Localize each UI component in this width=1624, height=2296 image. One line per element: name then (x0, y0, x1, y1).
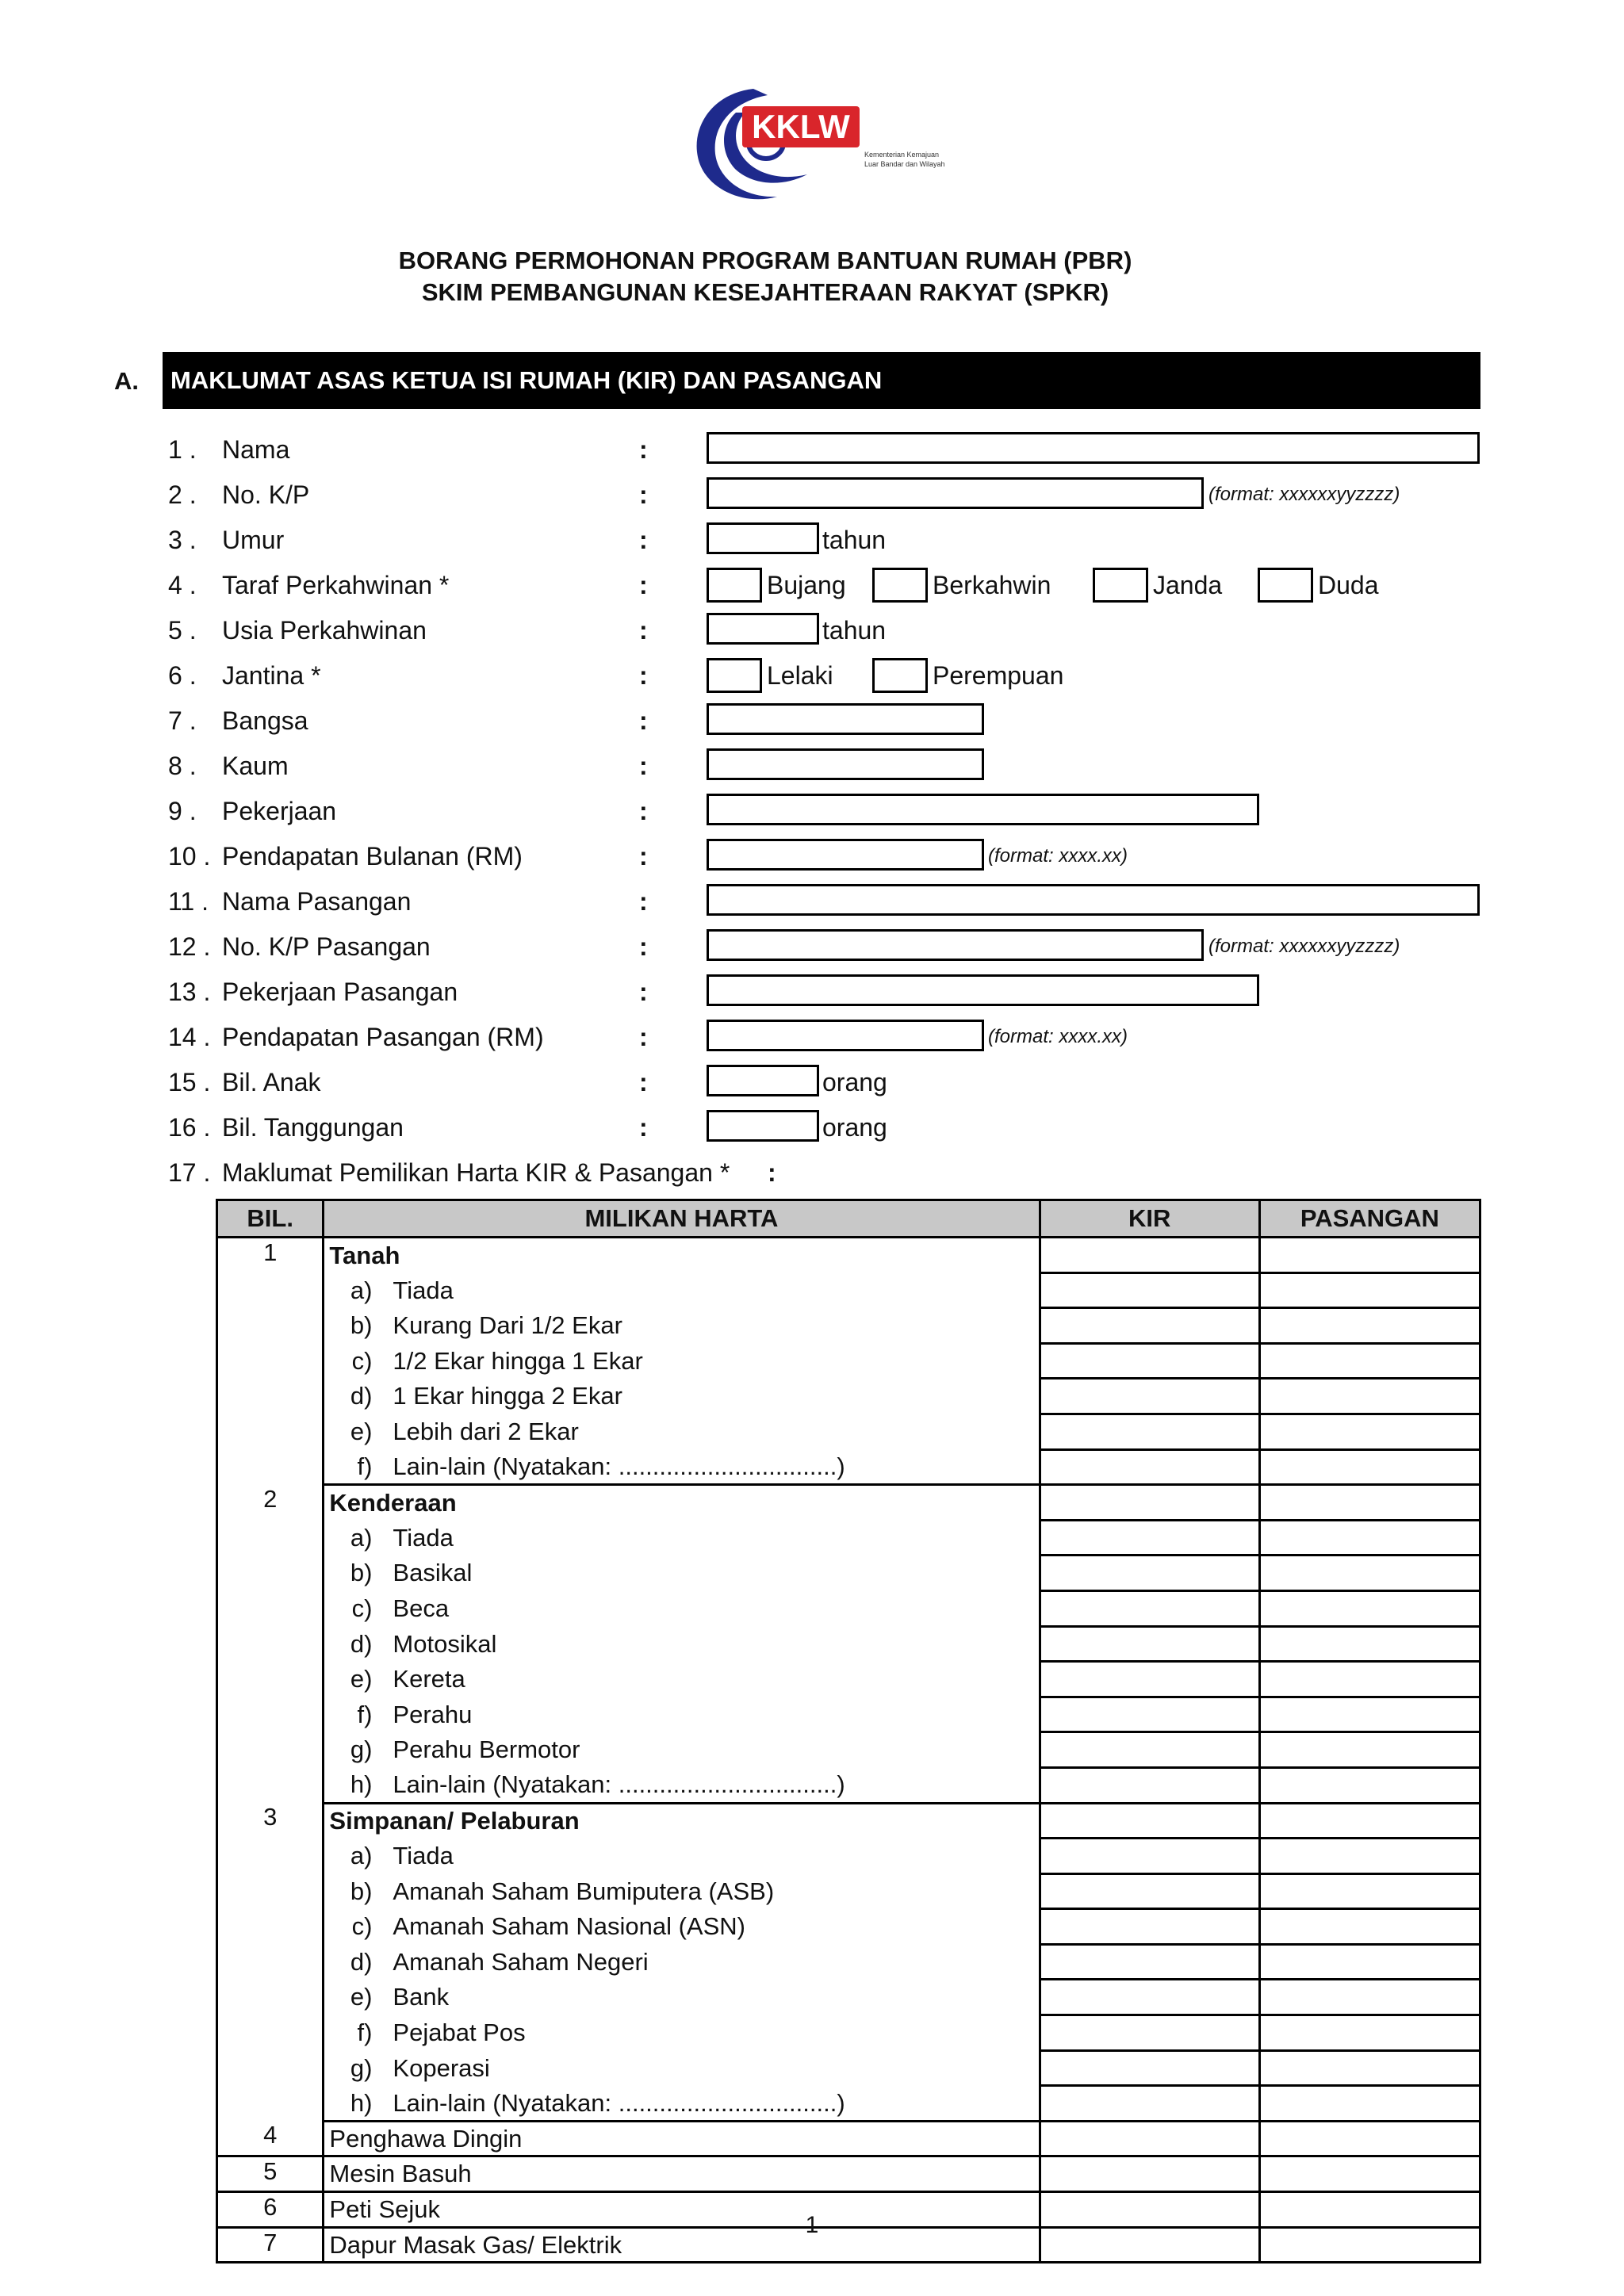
question-pekerjaan-pasangan (0, 973, 1624, 1011)
kir-cell[interactable] (1040, 1662, 1259, 1697)
question-bil-anak (0, 1063, 1624, 1101)
option-label-berkahwin: Berkahwin (933, 571, 1051, 599)
item-description (324, 2015, 1040, 2051)
question-umur (0, 521, 1624, 559)
kir-cell[interactable] (1040, 1520, 1259, 1556)
colon: : (639, 887, 648, 916)
kir-cell[interactable] (1040, 1767, 1259, 1803)
question-pemilikan-harta (0, 1154, 1624, 1192)
item-marker: g) (350, 1735, 373, 1764)
item-description (324, 1662, 1040, 1697)
item-description (324, 1732, 1040, 1768)
colon: : (639, 526, 648, 554)
item-description (324, 1944, 1040, 1980)
question-pendapatan-bulanan (0, 837, 1624, 875)
colon: : (639, 752, 648, 780)
colon: : (639, 616, 648, 645)
question-number: 14 . (168, 1023, 211, 1051)
bil-anak-input[interactable] (707, 1065, 819, 1096)
question-label: Pekerjaan (222, 797, 337, 825)
colon: : (639, 797, 648, 825)
question-number: 17 . (168, 1158, 211, 1187)
item-marker: g) (350, 2053, 373, 2082)
question-label: Bangsa (222, 706, 308, 735)
item-label: Amanah Saham Bumiputera (ASB) (393, 1877, 775, 1905)
pasangan-cell[interactable] (1259, 1308, 1480, 1344)
kir-cell[interactable] (1040, 1873, 1259, 1909)
no-kp-input[interactable] (707, 477, 1204, 509)
logo-text: KKLW (752, 108, 850, 145)
group-title: Kenderaan (324, 1485, 1040, 1521)
item-label: Perahu (393, 1700, 473, 1728)
question-label: No. K/P (222, 480, 310, 509)
pasangan-cell[interactable] (1259, 2156, 1480, 2192)
question-label: Nama Pasangan (222, 887, 412, 916)
table-group-row (217, 1238, 1480, 1273)
format-hint: (format: xxxx.xx) (988, 1026, 1128, 1047)
question-label: Taraf Perkahwinan * (222, 571, 450, 599)
table-row (217, 2015, 1480, 2051)
no-kp-pasangan-input[interactable] (707, 929, 1204, 961)
row-number: 6 (217, 2192, 324, 2228)
question-pendapatan-pasangan (0, 1018, 1624, 1056)
item-label: Amanah Saham Nasional (ASN) (393, 1912, 745, 1941)
row-number: 4 (217, 2121, 324, 2156)
pasangan-cell[interactable] (1259, 1697, 1480, 1732)
item-marker: d) (350, 1629, 373, 1658)
row-number: 7 (217, 2227, 324, 2263)
checkbox-bujang[interactable] (707, 568, 762, 603)
pasangan-cell[interactable] (1259, 2015, 1480, 2051)
kir-cell[interactable] (1040, 1839, 1259, 1874)
pasangan-cell[interactable] (1259, 1839, 1480, 1874)
question-number: 1 . (168, 435, 197, 464)
option-label-bujang: Bujang (767, 571, 846, 599)
kir-cell[interactable] (1040, 2086, 1259, 2122)
item-marker: a) (350, 1842, 373, 1870)
kir-cell[interactable] (1040, 1732, 1259, 1768)
harta-table-body (217, 1238, 1480, 2263)
pasangan-cell[interactable] (1259, 1520, 1480, 1556)
question-number: 4 . (168, 571, 197, 599)
unit-label: orang (822, 1113, 887, 1142)
option-label-janda: Janda (1153, 571, 1223, 599)
item-label: Tiada (393, 1276, 454, 1304)
colon: : (639, 480, 648, 509)
kir-cell[interactable] (1040, 1697, 1259, 1732)
pasangan-cell[interactable] (1259, 2086, 1480, 2122)
table-row (217, 1626, 1480, 1662)
question-number: 3 . (168, 526, 197, 554)
table-row (217, 1697, 1480, 1732)
question-nama-pasangan (0, 882, 1624, 920)
table-header-row (217, 1200, 1480, 1238)
kaum-input[interactable] (707, 748, 984, 780)
table-row (217, 1414, 1480, 1449)
format-hint: (format: xxxxxxyyzzzz) (1208, 936, 1400, 957)
kir-cell[interactable] (1040, 2121, 1259, 2156)
pekerjaan-input[interactable] (707, 794, 1259, 825)
question-label: Umur (222, 526, 285, 554)
item-description (324, 1626, 1040, 1662)
table-group-row (217, 1485, 1480, 1521)
item-marker: d) (350, 1947, 373, 1976)
kir-cell[interactable] (1040, 1272, 1259, 1308)
item-marker: f) (357, 2019, 373, 2047)
header-milikan-harta: MILIKAN HARTA (324, 1200, 1040, 1238)
option-label-perempuan: Perempuan (933, 661, 1064, 690)
checkbox-janda[interactable] (1093, 568, 1148, 603)
item-description (324, 1697, 1040, 1732)
item-marker: h) (350, 2088, 373, 2117)
option-label-lelaki: Lelaki (767, 661, 833, 690)
item-label: Bank (393, 1983, 450, 2011)
item-marker: f) (357, 1700, 373, 1728)
item-label: Tiada (393, 1523, 454, 1552)
pasangan-cell[interactable] (1259, 1732, 1480, 1768)
question-label: Pendapatan Bulanan (RM) (222, 842, 523, 871)
format-hint: (format: xxxx.xx) (988, 845, 1128, 867)
question-number: 2 . (168, 480, 197, 509)
kir-cell[interactable] (1040, 1485, 1259, 1521)
item-description (324, 1909, 1040, 1945)
kir-cell[interactable] (1040, 2050, 1259, 2086)
pekerjaan-pasangan-input[interactable] (707, 974, 1259, 1006)
item-label: Kereta (393, 1665, 465, 1693)
question-number: 5 . (168, 616, 197, 645)
table-row (217, 1980, 1480, 2015)
question-taraf-perkahwinan (0, 566, 1624, 604)
pendapatan-pasangan-input[interactable] (707, 1020, 984, 1051)
pasangan-cell[interactable] (1259, 1414, 1480, 1449)
colon: : (639, 978, 648, 1006)
item-description (324, 1414, 1040, 1449)
row-number: 2 (217, 1485, 324, 1803)
page-number: 1 (805, 2212, 819, 2238)
kir-cell[interactable] (1040, 1909, 1259, 1945)
item-marker: e) (350, 1665, 373, 1693)
colon: : (639, 1068, 648, 1096)
question-number: 10 . (168, 842, 211, 871)
question-label: Nama (222, 435, 290, 464)
table-row (217, 1590, 1480, 1626)
question-kaum (0, 747, 1624, 785)
pasangan-cell[interactable] (1259, 1909, 1480, 1945)
item-description (324, 1520, 1040, 1556)
question-number: 13 . (168, 978, 211, 1006)
group-title: Simpanan/ Pelaburan (324, 1803, 1040, 1839)
table-row (217, 1520, 1480, 1556)
item-label: Koperasi (393, 2053, 490, 2082)
question-number: 16 . (168, 1113, 211, 1142)
table-row (217, 1909, 1480, 1945)
item-description (324, 2086, 1040, 2122)
table-row (217, 1556, 1480, 1591)
kir-cell[interactable] (1040, 1980, 1259, 2015)
table-row (217, 1944, 1480, 1980)
pasangan-cell[interactable] (1259, 1662, 1480, 1697)
item-description (324, 1379, 1040, 1414)
kir-cell[interactable] (1040, 1556, 1259, 1591)
usia-perkahwinan-input[interactable] (707, 613, 819, 645)
question-label: Pekerjaan Pasangan (222, 978, 458, 1006)
question-no-kp-pasangan (0, 928, 1624, 966)
item-label: Motosikal (393, 1629, 497, 1658)
item-description (324, 1767, 1040, 1803)
row-number: 1 (217, 1238, 324, 1485)
pasangan-cell[interactable] (1259, 1626, 1480, 1662)
item-label: Kurang Dari 1/2 Ekar (393, 1311, 622, 1340)
section-title: MAKLUMAT ASAS KETUA ISI RUMAH (KIR) DAN PASANGAN (163, 352, 1480, 409)
question-label: Bil. Anak (222, 1068, 321, 1096)
colon: : (639, 1023, 648, 1051)
item-marker: a) (350, 1523, 373, 1552)
question-number: 15 . (168, 1068, 211, 1096)
question-number: 6 . (168, 661, 197, 690)
question-number: 8 . (168, 752, 197, 780)
unit-label: tahun (822, 526, 887, 554)
table-row (217, 1272, 1480, 1308)
table-row (217, 1732, 1480, 1768)
item-marker: d) (350, 1382, 373, 1410)
item-description (324, 1308, 1040, 1344)
item-marker: c) (351, 1912, 373, 1941)
colon: : (639, 435, 648, 464)
header-bil: BIL. (217, 1200, 324, 1238)
item-description (324, 2050, 1040, 2086)
item-marker: e) (350, 1983, 373, 2011)
nama-input[interactable] (707, 432, 1480, 464)
item-description (324, 1272, 1040, 1308)
option-label-duda: Duda (1318, 571, 1379, 599)
pasangan-cell[interactable] (1259, 1767, 1480, 1803)
colon: : (639, 661, 648, 690)
harta-table (216, 1199, 1481, 2263)
table-row (217, 1449, 1480, 1485)
item-marker: a) (350, 1276, 373, 1304)
item-label: Lebih dari 2 Ekar (393, 1417, 579, 1445)
colon: : (768, 1158, 776, 1187)
kir-cell[interactable] (1040, 1238, 1259, 1273)
item-label: 1 Ekar hingga 2 Ekar (393, 1382, 622, 1410)
question-no-kp (0, 476, 1624, 514)
item-description (324, 1449, 1040, 1485)
kir-cell[interactable] (1040, 1343, 1259, 1379)
item-marker: h) (350, 1770, 373, 1799)
colon: : (639, 932, 648, 961)
pasangan-cell[interactable] (1259, 1873, 1480, 1909)
umur-input[interactable] (707, 522, 819, 554)
question-pekerjaan (0, 792, 1624, 830)
question-number: 12 . (168, 932, 211, 961)
pasangan-cell[interactable] (1259, 1556, 1480, 1591)
item-label: Lain-lain (Nyatakan: ................................) (393, 1770, 845, 1799)
item-marker: b) (350, 1877, 373, 1905)
question-label: Jantina * (222, 661, 321, 690)
table-row (217, 1379, 1480, 1414)
item-description (324, 1980, 1040, 2015)
header-kir: KIR (1040, 1200, 1259, 1238)
checkbox-lelaki[interactable] (707, 658, 762, 693)
checkbox-berkahwin[interactable] (872, 568, 928, 603)
kklw-logo (680, 78, 945, 211)
colon: : (639, 1113, 648, 1142)
question-label: Pendapatan Pasangan (RM) (222, 1023, 544, 1051)
question-label: No. K/P Pasangan (222, 932, 431, 961)
kir-cell[interactable] (1040, 1803, 1259, 1839)
checkbox-duda[interactable] (1258, 568, 1313, 603)
question-label: Maklumat Pemilikan Harta KIR & Pasangan * (222, 1158, 730, 1187)
item-marker: c) (351, 1594, 373, 1622)
checkbox-perempuan[interactable] (872, 658, 928, 693)
kir-cell[interactable] (1040, 1449, 1259, 1485)
pasangan-cell[interactable] (1259, 1449, 1480, 1485)
item-marker: b) (350, 1311, 373, 1340)
item-marker: c) (351, 1346, 373, 1375)
form-title: BORANG PERMOHONAN PROGRAM BANTUAN RUMAH (PBR) (398, 247, 1132, 274)
pasangan-cell[interactable] (1259, 1238, 1480, 1273)
question-label: Bil. Tanggungan (222, 1113, 404, 1142)
table-row (217, 1343, 1480, 1379)
item-label: 1/2 Ekar hingga 1 Ekar (393, 1346, 643, 1375)
item-label: Tiada (393, 1842, 454, 1870)
item-label: Lain-lain (Nyatakan: ................................) (393, 2088, 845, 2117)
unit-label: tahun (822, 616, 887, 645)
group-title: Penghawa Dingin (324, 2121, 1040, 2156)
table-row (217, 1839, 1480, 1874)
question-label: Kaum (222, 752, 289, 780)
logo-caption-1: Kementerian Kemajuan (864, 151, 940, 159)
question-nama (0, 430, 1624, 469)
kir-cell[interactable] (1040, 2015, 1259, 2051)
item-marker: b) (350, 1559, 373, 1587)
logo-caption-2: Luar Bandar dan Wilayah (864, 160, 945, 168)
kir-cell[interactable] (1040, 1590, 1259, 1626)
table-group-row (217, 2121, 1480, 2156)
item-label: Perahu Bermotor (393, 1735, 580, 1764)
kir-cell[interactable] (1040, 1414, 1259, 1449)
item-description (324, 1873, 1040, 1909)
item-label: Lain-lain (Nyatakan: ................................) (393, 1452, 845, 1480)
question-number: 7 . (168, 706, 197, 735)
item-description (324, 1556, 1040, 1591)
item-marker: f) (357, 1452, 373, 1480)
group-title: Dapur Masak Gas/ Elektrik (324, 2227, 1040, 2263)
item-description (324, 1343, 1040, 1379)
kir-cell[interactable] (1040, 1308, 1259, 1344)
row-number: 5 (217, 2156, 324, 2192)
kir-cell[interactable] (1040, 2156, 1259, 2192)
group-title: Peti Sejuk (324, 2192, 1040, 2228)
pasangan-cell[interactable] (1259, 2121, 1480, 2156)
table-row (217, 2086, 1480, 2122)
table-row (217, 1308, 1480, 1344)
question-number: 11 . (168, 887, 209, 916)
question-bil-tanggungan (0, 1108, 1624, 1146)
item-label: Pejabat Pos (393, 2019, 526, 2047)
table-group-row (217, 2156, 1480, 2192)
kir-cell[interactable] (1040, 1626, 1259, 1662)
table-row (217, 1767, 1480, 1803)
question-usia-perkahwinan (0, 611, 1624, 649)
pasangan-cell[interactable] (1259, 2050, 1480, 2086)
section-letter: A. (114, 367, 139, 395)
nama-pasangan-input[interactable] (707, 884, 1480, 916)
group-title: Mesin Basuh (324, 2156, 1040, 2192)
row-number: 3 (217, 1803, 324, 2121)
kir-cell[interactable] (1040, 1379, 1259, 1414)
kir-cell[interactable] (1040, 1944, 1259, 1980)
question-jantina (0, 656, 1624, 695)
item-label: Amanah Saham Negeri (393, 1947, 649, 1976)
table-row (217, 1873, 1480, 1909)
bangsa-input[interactable] (707, 703, 984, 735)
item-label: Basikal (393, 1559, 473, 1587)
pasangan-cell[interactable] (1259, 1803, 1480, 1839)
table-row (217, 2050, 1480, 2086)
pasangan-cell[interactable] (1259, 1944, 1480, 1980)
item-marker: e) (350, 1417, 373, 1445)
form-subtitle: SKIM PEMBANGUNAN KESEJAHTERAAN RAKYAT (SPKR) (421, 278, 1109, 306)
header-pasangan: PASANGAN (1259, 1200, 1480, 1238)
colon: : (639, 706, 648, 735)
table-row (217, 1662, 1480, 1697)
pasangan-cell[interactable] (1259, 1980, 1480, 2015)
item-description (324, 1839, 1040, 1874)
question-number: 9 . (168, 797, 197, 825)
unit-label: orang (822, 1068, 887, 1096)
table-group-row (217, 1803, 1480, 1839)
pasangan-cell[interactable] (1259, 1272, 1480, 1308)
bil-tanggungan-input[interactable] (707, 1110, 819, 1142)
question-bangsa (0, 702, 1624, 740)
pasangan-cell[interactable] (1259, 1590, 1480, 1626)
pasangan-cell[interactable] (1259, 1343, 1480, 1379)
colon: : (639, 571, 648, 599)
question-label: Usia Perkahwinan (222, 616, 427, 645)
group-title: Tanah (324, 1238, 1040, 1273)
colon: : (639, 842, 648, 871)
pasangan-cell[interactable] (1259, 1379, 1480, 1414)
format-hint: (format: xxxxxxyyzzzz) (1208, 484, 1400, 505)
item-description (324, 1590, 1040, 1626)
pasangan-cell[interactable] (1259, 1485, 1480, 1521)
item-label: Beca (393, 1594, 450, 1622)
pendapatan-bulanan-input[interactable] (707, 839, 984, 871)
